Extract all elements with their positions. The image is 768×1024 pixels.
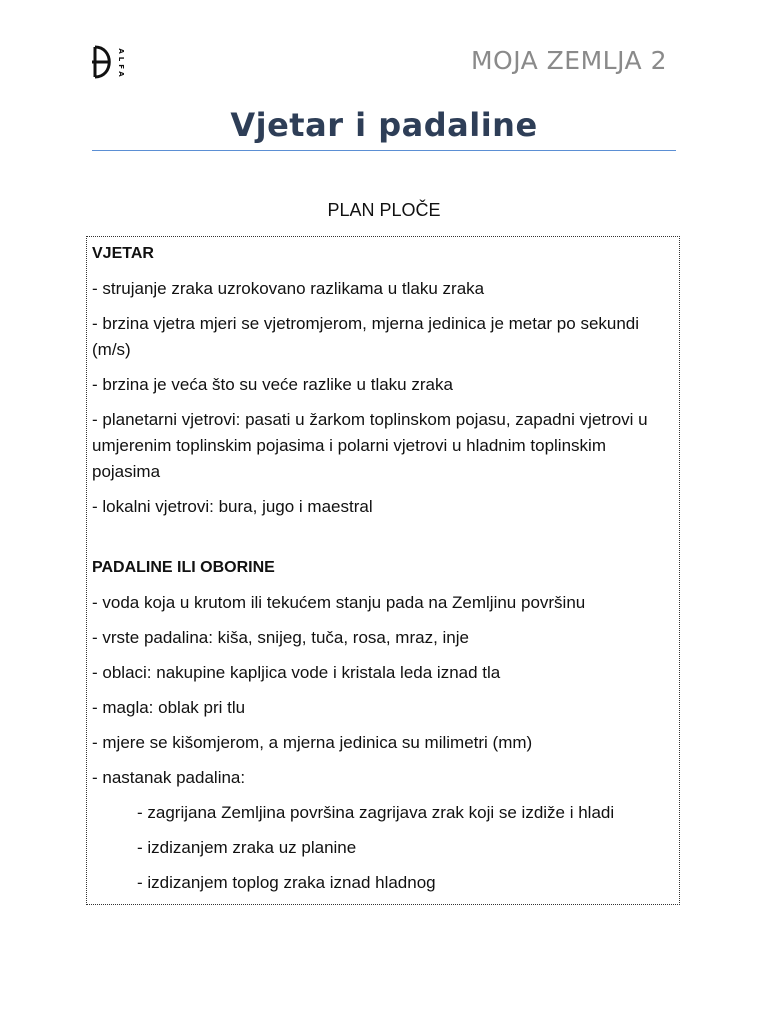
list-item: - nastanak padalina: [92,768,246,787]
plan-heading: PLAN PLOČE [327,200,441,220]
logo-text: ALFA [117,48,125,80]
section-spacer [92,529,674,555]
title-divider [92,150,676,151]
list-item: - vrste padalina: kiša, snijeg, tuča, rosa, mraz, inje [92,628,469,647]
list-item: - mjere se kišomjerom, a mjerna jedinica su milimetri (mm) [92,733,533,752]
list-item: - oblaci: nakupine kapljica vode i kristala leda iznad tla [92,663,501,682]
list-item: - planetarni vjetrovi: pasati u žarkom toplinskom pojasu, zapadni vjetrovi u umjerenim toplinskim pojasima i polarni vjetrovi u hladnim toplinskim pojasima [92,410,648,481]
alfa-logo [92,44,132,80]
page-title: Vjetar i padaline [230,106,538,144]
list-item: - voda koja u krutom ili tekućem stanju pada na Zemljinu površinu [92,593,586,612]
list-item: - brzina vjetra mjeri se vjetromjerom, mjerna jedinica je metar po sekundi (m/s) [92,314,640,359]
section-heading-padaline: PADALINE ILI OBORINE [92,559,275,576]
plan-box [86,236,680,905]
series-title: MOJA ZEMLJA 2 [470,46,667,75]
list-item: - brzina je veća što su veće razlike u tlaku zraka [92,375,453,394]
list-item: - lokalni vjetrovi: bura, jugo i maestral [92,497,373,516]
section-heading-vjetar: VJETAR [92,245,154,262]
sub-list-item: - izdizanjem zraka uz planine [137,838,357,857]
sub-list-item: - izdizanjem toplog zraka iznad hladnog [137,873,436,892]
list-item: - strujanje zraka uzrokovano razlikama u tlaku zraka [92,279,485,298]
list-item: - magla: oblak pri tlu [92,698,246,717]
sub-list-item: - zagrijana Zemljina površina zagrijava zrak koji se izdiže i hladi [137,803,615,822]
